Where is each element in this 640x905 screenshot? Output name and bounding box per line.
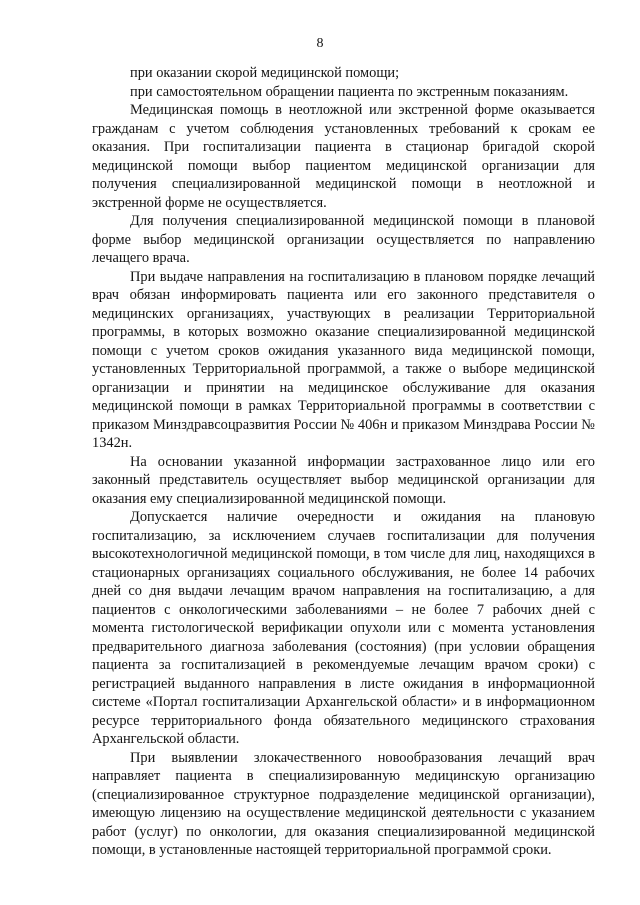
- paragraph-list-item-self-referral: при самостоятельном обращении пациента по экстренным показаниям.: [130, 83, 569, 100]
- paragraph-list-item-ambulance: при оказании скорой медицинской помощи;: [130, 65, 400, 81]
- paragraph-oncology: При выявлении злокачественного новообразования лечащий врач направляет пациента в специализированную медицинскую организацию (специализированное структурное подразделение медицинской организации), имеющую лицензию на осуществление медицинской деятельности с указанием работ (услуг) по онкологии, для оказания специализированной медицинской помощи, в установленные настоящей территориальной программой сроки.: [92, 749, 595, 858]
- document-body: [92, 64, 595, 860]
- paragraph-emergency-care: Медицинская помощь в неотложной или экстренной форме оказывается гражданам с учетом соблюдения установленных требований к срокам ее оказания. При госпитализации пациента в стационар бригадой скорой медицинской помощи выбор пациентом медицинской организации для получения специализированной медицинской помощи в неотложной и экстренной форме не осуществляется.: [92, 102, 595, 211]
- paragraph-insured-choice: На основании указанной информации застрахованное лицо или его законный представитель осуществляет выбор медицинской организации для оказания ему специализированной медицинской помощи.: [92, 453, 595, 507]
- page-number: 8: [316, 36, 324, 51]
- paragraph-referral-duties: При выдаче направления на госпитализацию в плановом порядке лечащий врач обязан информировать пациента или его законного представителя о медицинских организациях, участвующих в реализации Территориальной программы, в которых возможно оказание специализированной медицинской помощи с учетом сроков ожидания указанного вида медицинской помощи, установленных Территориальной программой, а также о выборе медицинской организации и принятии на медицинское обслуживание для оказания медицинской помощи в рамках Территориальной программы в соответствии с приказом Минздравсоцразвития России № 406н и приказом Минздрава России № 1342н.: [92, 268, 595, 451]
- paragraph-waiting-times: Допускается наличие очередности и ожидания на плановую госпитализацию, за исключением случаев госпитализации для получения высокотехнологичной медицинской помощи, в том числе для лиц, находящихся в стационарных организациях социального обслуживания, не более 14 рабочих дней со дня выдачи лечащим врачом направления на госпитализацию, а для пациентов с онкологическими заболеваниями – не более 7 рабочих дней с момента гистологической верификации опухоли или с момента установления предварительного диагноза заболевания (состояния) (при условии обращения пациента за госпитализацией в рекомендуемые лечащим врачом сроки) с регистрацией выданного направления в листе ожидания в информационной системе «Портал госпитализации Архангельской области» и в информационном ресурсе территориального фонда обязательного медицинского страхования Архангельской области.: [92, 509, 595, 747]
- paragraph-planned-care: Для получения специализированной медицинской помощи в плановой форме выбор медицинской организации осуществляется по направлению лечащего врача.: [92, 213, 595, 266]
